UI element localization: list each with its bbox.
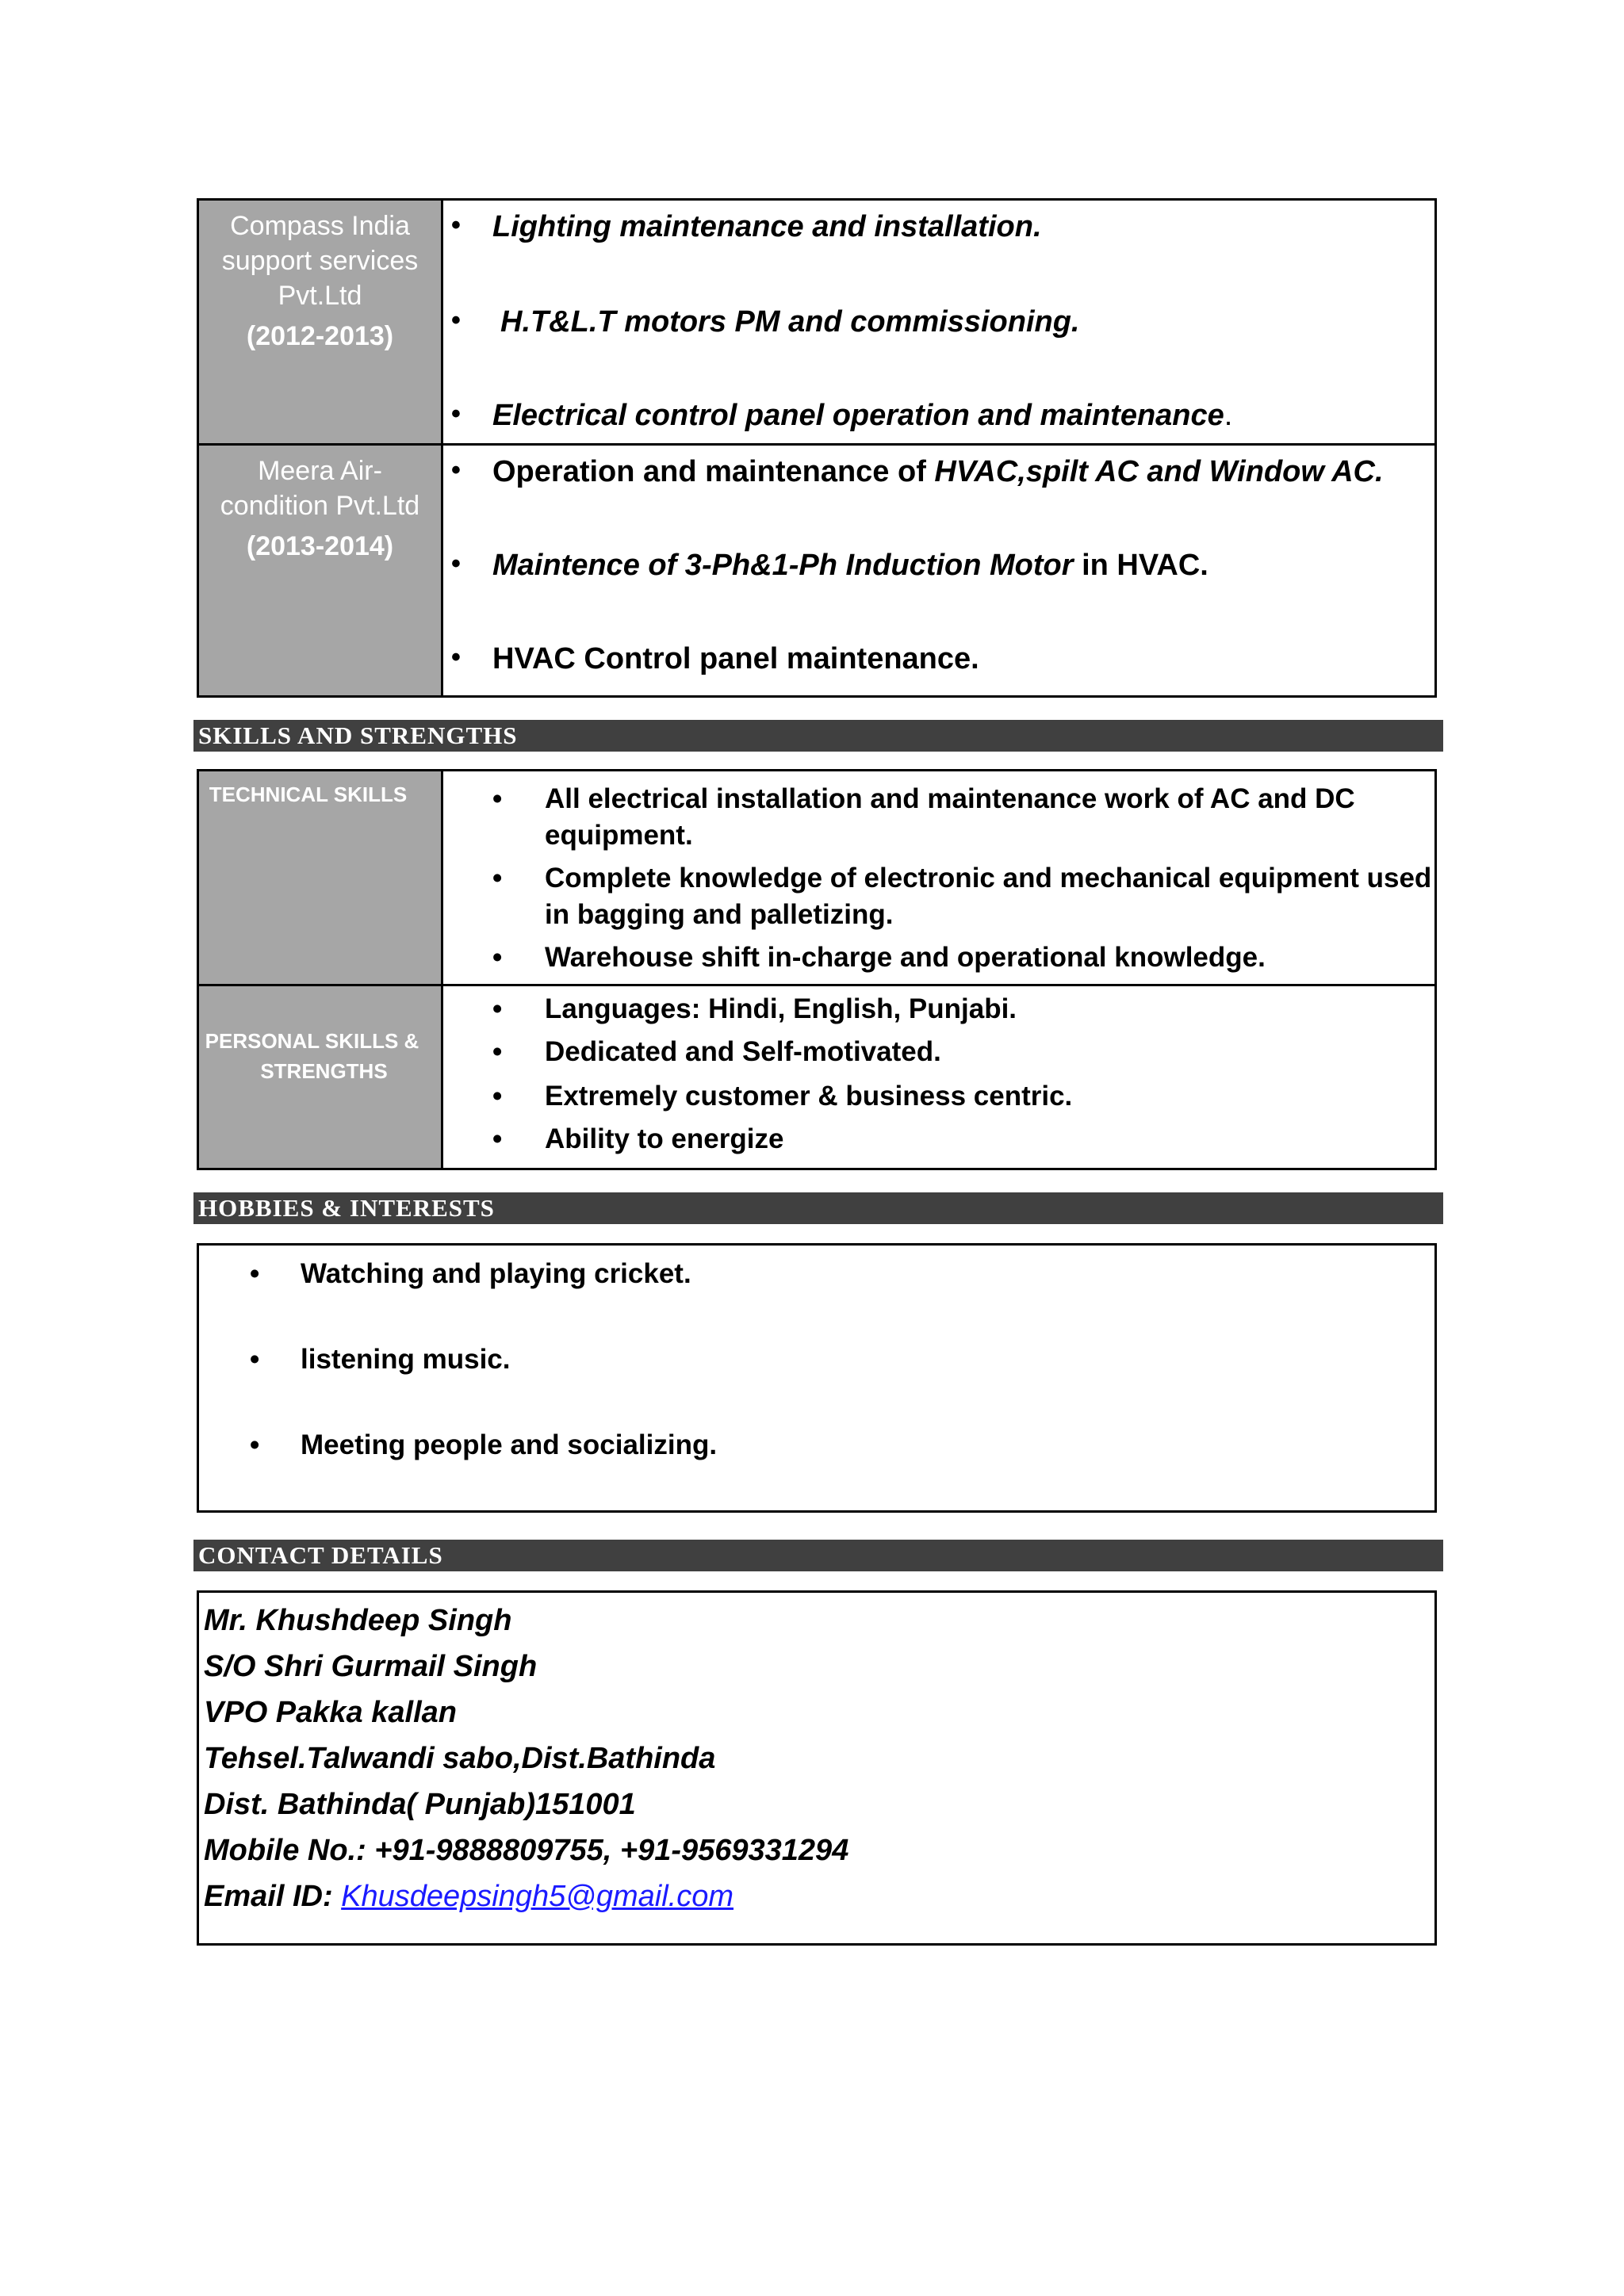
list-item: • Warehouse shift in-charge and operational knowledge. <box>492 942 1266 973</box>
contact-vpo: VPO Pakka kallan <box>204 1696 457 1729</box>
hobbies-box <box>197 1243 1437 1513</box>
duties-cell <box>443 446 1434 695</box>
company-name: Compass India support services Pvt.Ltd <box>221 211 419 311</box>
contact-district: Dist. Bathinda( Punjab)151001 <box>204 1788 636 1821</box>
company-cell <box>199 446 443 695</box>
contact-mobile: Mobile No.: +91-9888809755, +91-9569331294 <box>204 1834 849 1867</box>
duty-item: • Electrical control panel operation and maintenance. <box>451 399 1233 432</box>
experience-row-compass <box>199 201 1434 443</box>
list-item: • listening music. <box>250 1344 511 1375</box>
duty-item: • Operation and maintenance of HVAC,spilt AC and Window AC. <box>451 455 1384 488</box>
personal-skills-label-cell <box>199 986 443 1168</box>
personal-skills-cell <box>443 986 1434 1168</box>
list-item: • Ability to energize <box>492 1123 784 1154</box>
contact-name: Mr. Khushdeep Singh <box>204 1604 512 1637</box>
contact-email-line <box>204 1873 1434 1919</box>
duty-item: • HVAC Control panel maintenance. <box>451 642 979 675</box>
section-header-skills: SKILLS AND STRENGTHS <box>193 720 1443 752</box>
technical-skills-label: TECHNICAL SKILLS <box>209 783 408 806</box>
personal-skills-list <box>443 991 1434 1158</box>
contact-details-box <box>197 1590 1437 1946</box>
list-item: • Extremely customer & business centric. <box>492 1081 1073 1112</box>
contact-tehsil: Tehsel.Talwandi sabo,Dist.Bathinda <box>204 1742 716 1775</box>
personal-skills-label: PERSONAL SKILLS & STRENGTHS <box>205 1029 419 1083</box>
experience-row-meera <box>199 443 1434 695</box>
technical-skills-cell <box>443 771 1434 984</box>
experience-table <box>197 198 1437 698</box>
list-item: • Meeting people and socializing. <box>250 1429 718 1460</box>
skills-table <box>197 769 1437 1170</box>
email-link[interactable]: Khusdeepsingh5@gmail.com <box>341 1880 734 1913</box>
email-label: Email ID: <box>204 1880 342 1913</box>
company-years: (2013-2014) <box>246 531 394 561</box>
contact-parent: S/O Shri Gurmail Singh <box>204 1650 538 1683</box>
duties-cell <box>443 201 1434 443</box>
list-item: • Watching and playing cricket. <box>250 1258 691 1289</box>
company-years: (2012-2013) <box>246 321 394 351</box>
list-item: • All electrical installation and maintenance work of AC and DC equipment. <box>492 783 1355 851</box>
list-item: • Dedicated and Self-motivated. <box>492 1036 941 1067</box>
duty-item: • Maintence of 3-Ph&1-Ph Induction Motor in HVAC. <box>451 549 1208 582</box>
list-item: • Complete knowledge of electronic and mechanical equipment used in bagging and palletizing. <box>492 863 1432 930</box>
technical-skills-label-cell <box>199 771 443 984</box>
section-header-contact: CONTACT DETAILS <box>193 1540 1443 1571</box>
company-name: Meera Air- condition Pvt.Ltd <box>220 456 420 521</box>
section-header-hobbies: HOBBIES & INTERESTS <box>193 1192 1443 1224</box>
duty-item: • H.T&L.T motors PM and commissioning. <box>451 305 1080 339</box>
duty-item: • Lighting maintenance and installation. <box>451 210 1042 243</box>
personal-skills-row <box>199 984 1434 1168</box>
technical-skills-list <box>443 781 1434 976</box>
list-item: • Languages: Hindi, English, Punjabi. <box>492 993 1017 1024</box>
company-cell <box>199 201 443 443</box>
technical-skills-row <box>199 771 1434 984</box>
